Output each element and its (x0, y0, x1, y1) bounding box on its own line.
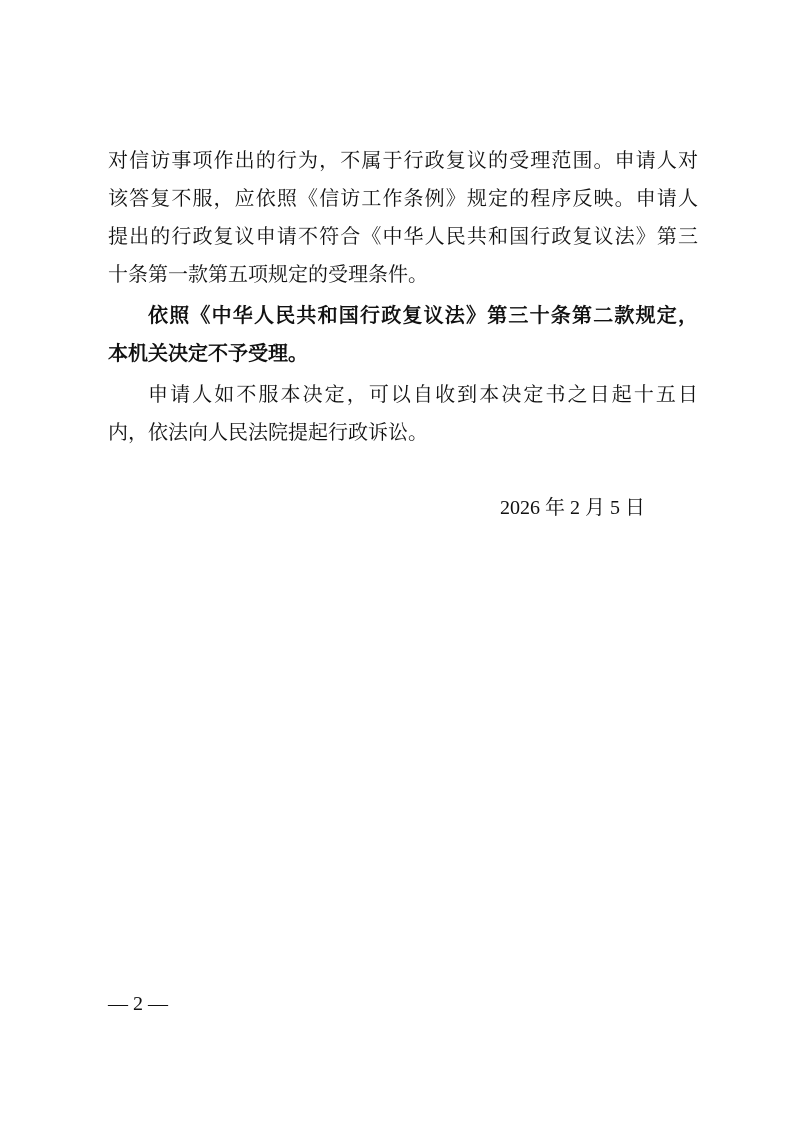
paragraph-3-line-2: 内，依法向人民法院提起行政诉讼。 (108, 420, 428, 444)
paragraph-2-line-2: 本机关决定不予受理。 (108, 341, 308, 365)
document-date: 2026 年 2 月 5 日 (500, 497, 645, 519)
paragraph-3-line-1: 申请人如不服本决定，可以自收到本决定书之日起十五日 (148, 382, 698, 406)
paragraph-1-line-2: 该答复不服，应依照《信访工作条例》规定的程序反映。申请人 (108, 186, 698, 210)
paragraph-1-line-1: 对信访事项作出的行为，不属于行政复议的受理范围。申请人对 (108, 148, 698, 172)
page-number: — 2 — (108, 993, 168, 1015)
paragraph-1-line-4: 十条第一款第五项规定的受理条件。 (108, 262, 428, 286)
paragraph-2-line-1: 依照《中华人民共和国行政复议法》第三十条第二款规定， (148, 303, 698, 327)
paragraph-1-line-3: 提出的行政复议申请不符合《中华人民共和国行政复议法》第三 (108, 224, 698, 248)
